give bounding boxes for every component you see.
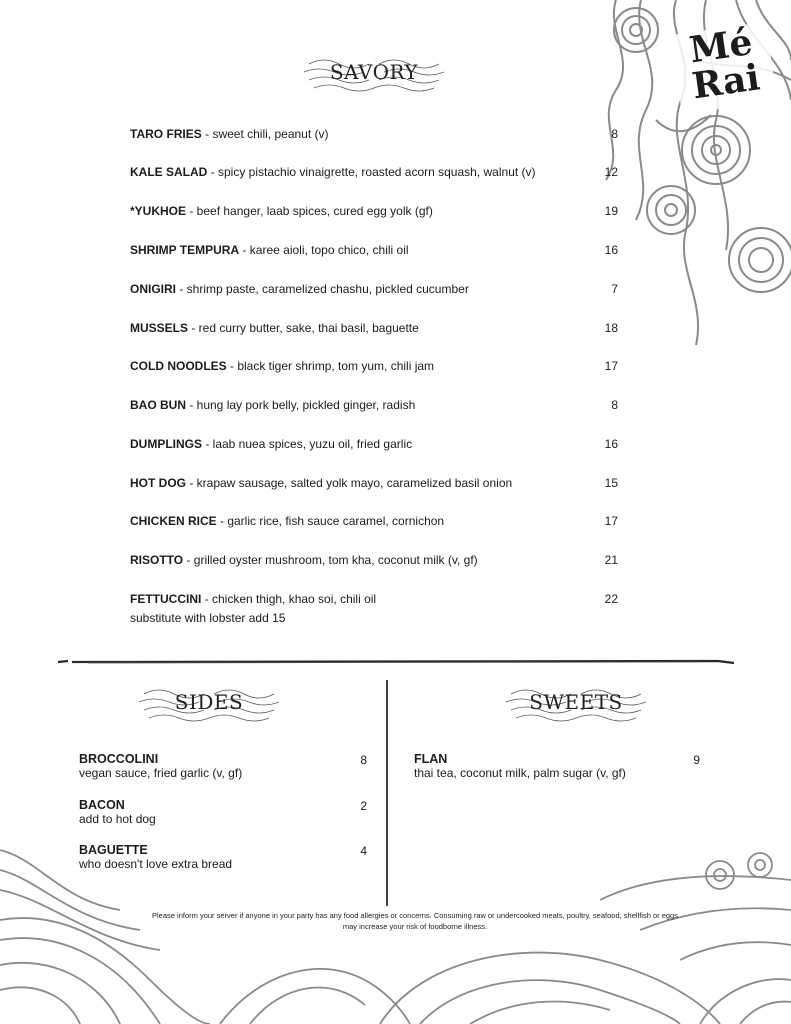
menu-item bbox=[130, 320, 620, 336]
item-price: 22 bbox=[604, 592, 618, 606]
item-price: 17 bbox=[604, 359, 618, 373]
menu-item bbox=[130, 126, 620, 142]
item-desc: - hung lay pork belly, pickled ginger, radish bbox=[186, 398, 416, 412]
item-desc: who doesn't love extra bread bbox=[79, 857, 233, 871]
sides-heading bbox=[139, 682, 279, 728]
item-name: BROCCOLINI bbox=[79, 752, 159, 766]
item-desc: - sweet chili, peanut (v) bbox=[201, 127, 329, 141]
wave-art-bottom bbox=[0, 840, 791, 1024]
side-item bbox=[79, 752, 369, 781]
item-desc: - spicy pistachio vinaigrette, roasted acorn squash, walnut (v) bbox=[207, 165, 536, 179]
item-desc: add to hot dog bbox=[79, 812, 156, 826]
horizontal-divider bbox=[58, 656, 734, 668]
menu-item bbox=[130, 591, 620, 607]
item-price: 9 bbox=[693, 753, 700, 767]
menu-item bbox=[130, 436, 620, 452]
item-price: 19 bbox=[604, 204, 618, 218]
item-name: RISOTTO bbox=[130, 553, 184, 567]
menu-item bbox=[130, 397, 620, 413]
item-price: 16 bbox=[604, 243, 618, 257]
item-name: BACON bbox=[79, 798, 125, 812]
item-price: 15 bbox=[604, 476, 618, 490]
sweet-item bbox=[414, 752, 702, 781]
item-name: SHRIMP TEMPURA bbox=[130, 243, 240, 257]
item-desc: - grilled oyster mushroom, tom kha, coconut milk (v, gf) bbox=[183, 553, 478, 567]
item-name: KALE SALAD bbox=[130, 165, 208, 179]
item-price: 16 bbox=[604, 437, 618, 451]
item-price: 7 bbox=[611, 282, 618, 296]
sweets-heading bbox=[506, 682, 646, 728]
item-desc: - garlic rice, fish sauce caramel, cornichon bbox=[216, 514, 445, 528]
item-name: DUMPLINGS bbox=[130, 437, 202, 451]
item-desc: - karee aioli, topo chico, chili oil bbox=[239, 243, 409, 257]
savory-heading-text: SAVORY bbox=[329, 60, 419, 84]
menu-item bbox=[130, 164, 620, 180]
menu-item bbox=[130, 513, 620, 529]
side-item bbox=[79, 798, 369, 827]
item-name: COLD NOODLES bbox=[130, 359, 227, 373]
item-desc: - laab nuea spices, yuzu oil, fried garlic bbox=[202, 437, 413, 451]
item-name: BAO BUN bbox=[130, 398, 186, 412]
item-desc: - chicken thigh, khao soi, chili oil bbox=[201, 592, 377, 606]
item-price: 8 bbox=[611, 127, 618, 141]
item-desc: - beef hanger, laab spices, cured egg yolk (gf) bbox=[186, 204, 433, 218]
logo: Mé Rai bbox=[671, 22, 777, 115]
item-name: ONIGIRI bbox=[130, 282, 177, 296]
item-price: 4 bbox=[360, 844, 367, 858]
item-name: MUSSELS bbox=[130, 321, 189, 335]
item-name: BAGUETTE bbox=[79, 843, 148, 857]
menu-item bbox=[130, 475, 620, 491]
sweets-heading-text: SWEETS bbox=[529, 690, 623, 714]
lobster-note: substitute with lobster add 15 bbox=[130, 611, 286, 625]
item-price: 8 bbox=[360, 753, 367, 767]
item-desc: vegan sauce, fried garlic (v, gf) bbox=[79, 766, 243, 780]
item-price: 2 bbox=[360, 799, 367, 813]
item-desc: - shrimp paste, caramelized chashu, pickled cucumber bbox=[176, 282, 469, 296]
item-name: CHICKEN RICE bbox=[130, 514, 217, 528]
item-name: HOT DOG bbox=[130, 476, 186, 490]
menu-item bbox=[130, 552, 620, 568]
menu-item bbox=[130, 203, 620, 219]
item-desc: - krapaw sausage, salted yolk mayo, caramelized basil onion bbox=[186, 476, 513, 490]
sides-heading-text: SIDES bbox=[174, 690, 244, 714]
item-name: FETTUCCINI bbox=[130, 592, 202, 606]
item-name: FLAN bbox=[414, 752, 448, 766]
item-desc: - black tiger shrimp, tom yum, chili jam bbox=[226, 359, 435, 373]
menu-item bbox=[130, 242, 620, 258]
item-price: 18 bbox=[604, 321, 618, 335]
allergy-disclaimer: Please inform your server if anyone in your party has any food allergies or concerns. Consuming raw or undercooked meats, poultry, seafood, shellfish or eggs may increase your risk of foodborne illness. bbox=[152, 911, 678, 931]
item-price: 8 bbox=[611, 398, 618, 412]
menu-item bbox=[130, 358, 620, 374]
item-desc: - red curry butter, sake, thai basil, baguette bbox=[188, 321, 419, 335]
item-price: 12 bbox=[604, 165, 618, 179]
savory-heading bbox=[304, 52, 444, 98]
item-desc: thai tea, coconut milk, palm sugar (v, gf) bbox=[414, 766, 626, 780]
item-name: *YUKHOE bbox=[130, 204, 187, 218]
item-name: TARO FRIES bbox=[130, 127, 202, 141]
item-price: 17 bbox=[604, 514, 618, 528]
menu-item bbox=[130, 281, 620, 297]
item-price: 21 bbox=[604, 553, 618, 567]
